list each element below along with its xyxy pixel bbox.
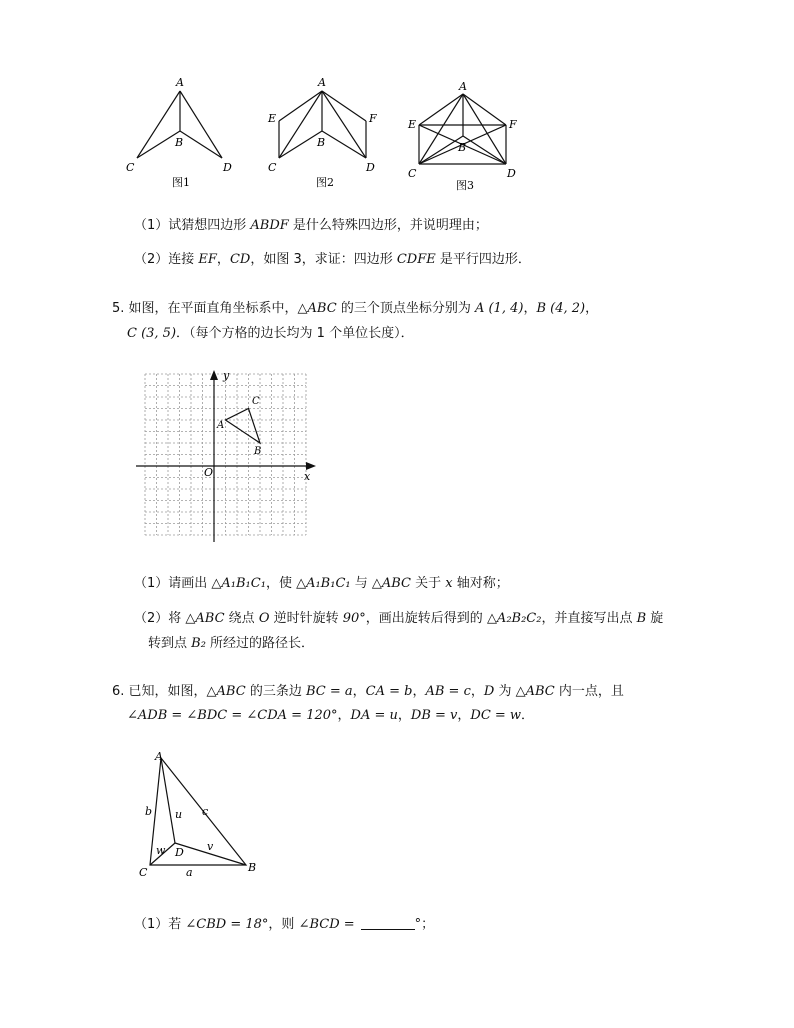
q5-part-2-line-1 xyxy=(134,607,663,626)
q5-p1-f: △ABC xyxy=(371,576,412,591)
q5-l1-e: ， xyxy=(523,301,537,316)
q5-p1-b: △A₁B₁C₁ xyxy=(211,576,266,591)
q4-p2-m1: EF xyxy=(198,252,217,267)
q5-line-2 xyxy=(127,322,414,341)
q6-l1-f: CA = b xyxy=(365,684,413,699)
q4-p1-math: ABDF xyxy=(250,218,289,233)
q5-p2-h: △A₂B₂C₂ xyxy=(486,611,542,626)
point-a-label: A xyxy=(217,420,225,431)
q5-l1-f: B (4, 2) xyxy=(536,301,586,316)
vertex-c-label: C xyxy=(139,866,148,879)
q5-p1-a: （1）请画出 xyxy=(134,576,212,591)
x-axis-arrow xyxy=(306,462,316,470)
q5-p2-l2c: 所经过的路径长． xyxy=(205,636,315,651)
q4-p1-prefix: （1）试猜想四边形 xyxy=(134,218,251,233)
q5-p1-d: △A₁B₁C₁ xyxy=(296,576,351,591)
vertex-b-label: B xyxy=(248,861,257,874)
fig3-label-d: D xyxy=(507,167,516,180)
q4-p2-prefix: （2）连接 xyxy=(134,252,199,267)
x-axis-label: x xyxy=(304,470,311,483)
q5-part-2-line-2 xyxy=(148,632,314,651)
triangle-abc xyxy=(226,409,261,444)
q6-p1-d: ∠BCD = xyxy=(298,917,355,932)
point-b-label: B xyxy=(254,446,262,457)
q4-p2-m3: CDFE xyxy=(396,252,436,267)
q6-l1-a: 6. 已知，如图， xyxy=(112,684,207,699)
coordinate-grid-figure xyxy=(130,366,330,546)
fig3-label-e: E xyxy=(408,118,417,131)
answer-blank[interactable] xyxy=(361,918,415,930)
q5-part-1 xyxy=(134,572,509,591)
side-b-label: b xyxy=(145,805,153,818)
q6-l2-h: ． xyxy=(521,708,535,723)
fig1-label-a: A xyxy=(176,76,184,89)
q4-p2-m2: CD xyxy=(229,252,251,267)
q5-p2-d: O xyxy=(258,611,270,626)
q5-p2-a: （2）将 xyxy=(134,611,186,626)
fig3-label-b: B xyxy=(458,141,467,154)
q4-p1-suffix: 是什么特殊四边形，并说明理由； xyxy=(288,218,488,233)
q5-p1-g: 关于 xyxy=(411,576,446,591)
q6-l1-d: BC = a xyxy=(305,684,353,699)
q4-p2-mid: ，如图 3，求证：四边形 xyxy=(250,252,397,267)
q6-l2-d: ， xyxy=(397,708,411,723)
triangle-d-figure xyxy=(130,748,270,883)
point-d-label: D xyxy=(175,846,184,859)
q6-l1-g: ， xyxy=(412,684,426,699)
q4-part-2 xyxy=(134,248,531,267)
origin-label: O xyxy=(204,466,214,479)
q6-l2-b: ， xyxy=(337,708,351,723)
q5-p1-c: ，使 xyxy=(265,576,297,591)
q4-part-1 xyxy=(134,214,488,233)
q6-p1-a: （1）若 xyxy=(134,917,186,932)
fig1-caption: 图1 xyxy=(172,176,190,189)
q5-p2-e: 逆时针旋转 xyxy=(269,611,343,626)
q6-line-1 xyxy=(112,680,624,699)
point-c-label: C xyxy=(252,396,260,407)
q5-p2-l2a: 转到点 xyxy=(148,636,192,651)
fig2-caption: 图2 xyxy=(316,176,334,189)
q6-l1-m: 内一点，且 xyxy=(554,684,624,699)
side-a-label: a xyxy=(186,866,193,879)
q6-part-1 xyxy=(134,913,434,932)
q6-l2-a: ∠ADB = ∠BDC = ∠CDA = 120° xyxy=(127,708,338,723)
q5-p2-b: △ABC xyxy=(185,611,225,626)
q5-p2-j: B xyxy=(636,611,647,626)
q6-l1-e: ， xyxy=(352,684,366,699)
q5-p2-k: 旋 xyxy=(646,611,664,626)
fig1-label-c: C xyxy=(126,161,135,174)
q5-l1-g: ， xyxy=(585,301,599,316)
q6-l2-g: DC = w xyxy=(470,708,522,723)
fig2-label-a: A xyxy=(318,76,326,89)
segment-v-label: v xyxy=(207,840,214,853)
vertex-a-label: A xyxy=(155,750,163,763)
fig3-label-f: F xyxy=(509,118,517,131)
q6-p1-e: °； xyxy=(414,917,435,932)
q4-p2-sep: ， xyxy=(216,252,230,267)
q6-l1-c: 的三条边 xyxy=(245,684,306,699)
q5-p2-i: ，并直接写出点 xyxy=(541,611,637,626)
q5-p2-l2b: B₂ xyxy=(191,636,206,651)
q5-line-1 xyxy=(112,297,598,316)
side-c-label: c xyxy=(202,805,209,818)
q6-l1-k: 为 xyxy=(494,684,516,699)
q5-p1-e: 与 xyxy=(350,576,372,591)
fig3-label-a: A xyxy=(459,80,467,93)
fig3-label-c: C xyxy=(408,167,417,180)
q4-p2-suffix: 是平行四边形． xyxy=(435,252,531,267)
q6-l1-h: AB = c xyxy=(425,684,471,699)
q6-l2-e: DB = v xyxy=(410,708,458,723)
q5-p1-h: x xyxy=(445,576,453,591)
q5-l1-d: A (1, 4) xyxy=(474,301,524,316)
segment-w-label: w xyxy=(156,844,166,857)
y-axis-arrow xyxy=(210,370,218,380)
fig2-label-d: D xyxy=(366,161,375,174)
q6-l1-j: D xyxy=(483,684,495,699)
q5-l1-b: △ABC xyxy=(297,301,337,316)
fig1-label-b: B xyxy=(175,136,184,149)
fig3-caption: 图3 xyxy=(456,179,474,192)
fig2-label-f: F xyxy=(369,112,377,125)
q5-p2-c: 绕点 xyxy=(224,611,259,626)
fig2-label-e: E xyxy=(268,112,277,125)
fig1-label-d: D xyxy=(223,161,232,174)
q5-p1-i: 轴对称； xyxy=(452,576,509,591)
segment-da xyxy=(161,758,175,843)
figure-set-1 xyxy=(0,0,794,200)
q6-p1-c: ，则 xyxy=(268,917,299,932)
q5-l2-b: ．（每个方格的边长均为 1 个单位长度）． xyxy=(176,326,414,341)
q5-p2-f: 90° xyxy=(342,611,366,626)
segment-u-label: u xyxy=(175,808,183,821)
fig2-label-c: C xyxy=(268,161,277,174)
q6-l1-b: △ABC xyxy=(206,684,246,699)
q6-line-2 xyxy=(127,704,534,723)
q5-l1-c: 的三个顶点坐标分别为 xyxy=(336,301,475,316)
q6-l2-f: ， xyxy=(457,708,471,723)
fig2-label-b: B xyxy=(317,136,326,149)
q6-p1-b: ∠CBD = 18° xyxy=(185,917,269,932)
q6-l1-i: ， xyxy=(470,684,484,699)
q5-l2-a: C (3, 5) xyxy=(127,326,177,341)
q6-l1-l: △ABC xyxy=(515,684,555,699)
q5-l1-a: 5. 如图，在平面直角坐标系中， xyxy=(112,301,298,316)
y-axis-label: y xyxy=(223,369,230,382)
q5-p2-g: ，画出旋转后得到的 xyxy=(365,611,487,626)
q6-l2-c: DA = u xyxy=(350,708,398,723)
